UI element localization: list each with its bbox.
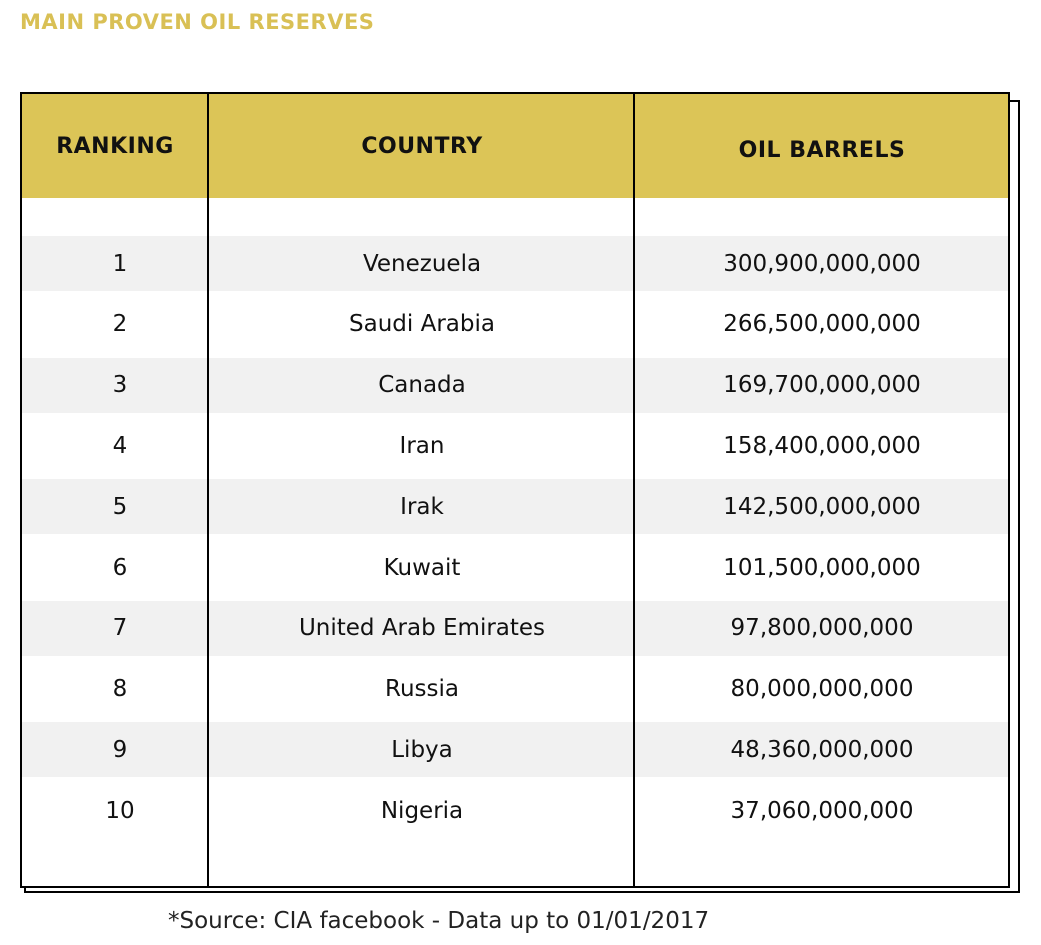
- cell-oil-barrels: 158,400,000,000: [723, 432, 921, 459]
- cell-ranking: 2: [112, 311, 128, 338]
- cell-oil-barrels: 169,700,000,000: [723, 372, 921, 399]
- cell-ranking: 9: [112, 736, 128, 763]
- cell-country: Venezuela: [362, 250, 482, 277]
- cell-country: Saudi Arabia: [349, 311, 495, 338]
- column-divider: [207, 94, 209, 886]
- table-row: [22, 418, 1008, 473]
- cell-country: Canada: [378, 372, 466, 399]
- column-divider: [633, 94, 635, 886]
- cell-country: Nigeria: [380, 797, 464, 824]
- cell-oil-barrels: 48,360,000,000: [730, 736, 914, 763]
- source-footnote: *Source: CIA facebook - Data up to 01/01/2017: [168, 908, 710, 934]
- cell-ranking: 5: [112, 493, 128, 520]
- table-row: [22, 297, 1008, 352]
- cell-ranking: 1: [112, 250, 128, 277]
- cell-ranking: 8: [112, 676, 128, 703]
- table-row: [22, 358, 1008, 413]
- cell-oil-barrels: 37,060,000,000: [730, 797, 914, 824]
- table-row: [22, 601, 1008, 656]
- cell-oil-barrels: 266,500,000,000: [723, 311, 921, 338]
- table-header: [22, 94, 1008, 198]
- cell-oil-barrels: 80,000,000,000: [730, 676, 914, 703]
- cell-ranking: 4: [112, 432, 128, 459]
- cell-oil-barrels: 101,500,000,000: [723, 554, 921, 581]
- cell-ranking: 7: [112, 615, 128, 642]
- header-country: COUNTRY: [361, 133, 483, 159]
- table-shadow-right: [1009, 100, 1020, 893]
- cell-country: Kuwait: [383, 554, 461, 581]
- cell-country: Russia: [385, 676, 459, 703]
- table-row: [22, 236, 1008, 291]
- cell-ranking: 10: [105, 797, 135, 824]
- cell-oil-barrels: 300,900,000,000: [723, 250, 921, 277]
- cell-ranking: 3: [112, 372, 128, 399]
- reserves-table: [20, 92, 1010, 888]
- cell-oil-barrels: 97,800,000,000: [730, 615, 914, 642]
- cell-ranking: 6: [112, 554, 128, 581]
- chart-title: MAIN PROVEN OIL RESERVES: [20, 10, 375, 34]
- table-row: [22, 783, 1008, 838]
- table-row: [22, 722, 1008, 777]
- cell-country: Libya: [391, 736, 453, 763]
- cell-oil-barrels: 142,500,000,000: [723, 493, 921, 520]
- table-row: [22, 662, 1008, 717]
- cell-country: Iran: [399, 432, 445, 459]
- header-ranking: RANKING: [56, 133, 174, 159]
- table-row: [22, 540, 1008, 595]
- cell-country: Irak: [400, 493, 444, 520]
- cell-country: United Arab Emirates: [298, 615, 546, 642]
- header-oil-barrels: OIL BARRELS: [738, 137, 906, 163]
- table-row: [22, 479, 1008, 534]
